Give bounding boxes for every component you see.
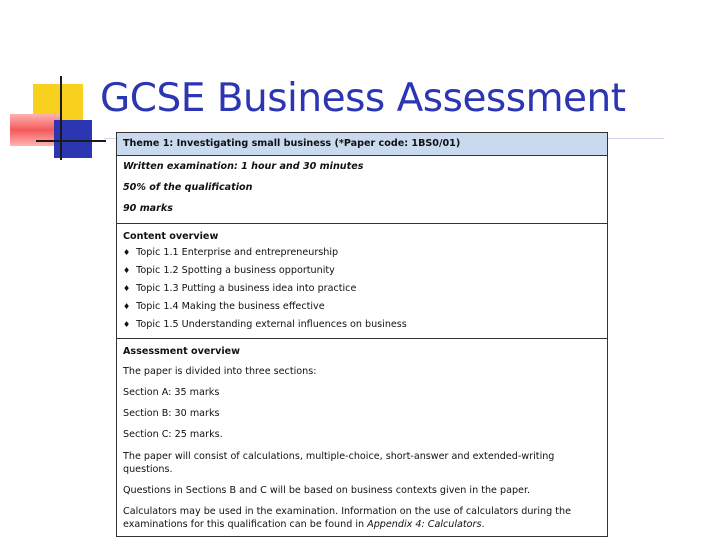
list-item: ♦ Topic 1.5 Understanding external influences on business — [117, 318, 607, 336]
assessment-table — [116, 132, 608, 537]
slide-title: GCSE Business Assessment — [100, 76, 626, 121]
decor-horizontal-line — [36, 140, 106, 142]
list-item: ♦ Topic 1.4 Making the business effective — [117, 300, 607, 318]
assessment-overview-section — [117, 339, 607, 536]
topic-list — [117, 244, 607, 338]
section-b-marks: Section B: 30 marks — [123, 408, 220, 419]
decor-vertical-line — [60, 76, 62, 160]
paper-intro: The paper is divided into three sections: — [123, 366, 317, 377]
list-item: ♦ Topic 1.2 Spotting a business opportunity — [117, 264, 607, 282]
calculators-text-start: Calculators may be used in the examination. Information on the use of calculators during the examinations for this qualification can be found in — [123, 506, 571, 530]
assessment-overview-heading: Assessment overview — [123, 346, 241, 357]
contexts-text: Questions in Sections B and C will be based on business contexts given in the paper. — [123, 485, 531, 496]
section-a-marks: Section A: 35 marks — [123, 387, 220, 398]
appendix-reference: Appendix 4: Calculators — [367, 519, 482, 530]
list-item: ♦ Topic 1.3 Putting a business idea into practice — [117, 282, 607, 300]
calculators-text — [117, 505, 607, 531]
content-overview-section — [117, 224, 607, 339]
paper-format-text: The paper will consist of calculations, multiple-choice, short-answer and extended-writing questions. — [123, 451, 555, 475]
section-c-marks: Section C: 25 marks. — [123, 429, 223, 440]
qualification-weight: 50% of the qualification — [123, 182, 253, 193]
calculators-text-end: . — [481, 519, 485, 530]
theme-section — [117, 133, 607, 224]
content-overview-heading: Content overview — [123, 231, 219, 242]
exam-duration: Written examination: 1 hour and 30 minutes — [123, 161, 364, 172]
total-marks: 90 marks — [123, 203, 173, 214]
theme-header: Theme 1: Investigating small business (*Paper code: 1BS0/01) — [117, 133, 607, 156]
list-item: ♦ Topic 1.1 Enterprise and entrepreneurship — [117, 246, 607, 264]
